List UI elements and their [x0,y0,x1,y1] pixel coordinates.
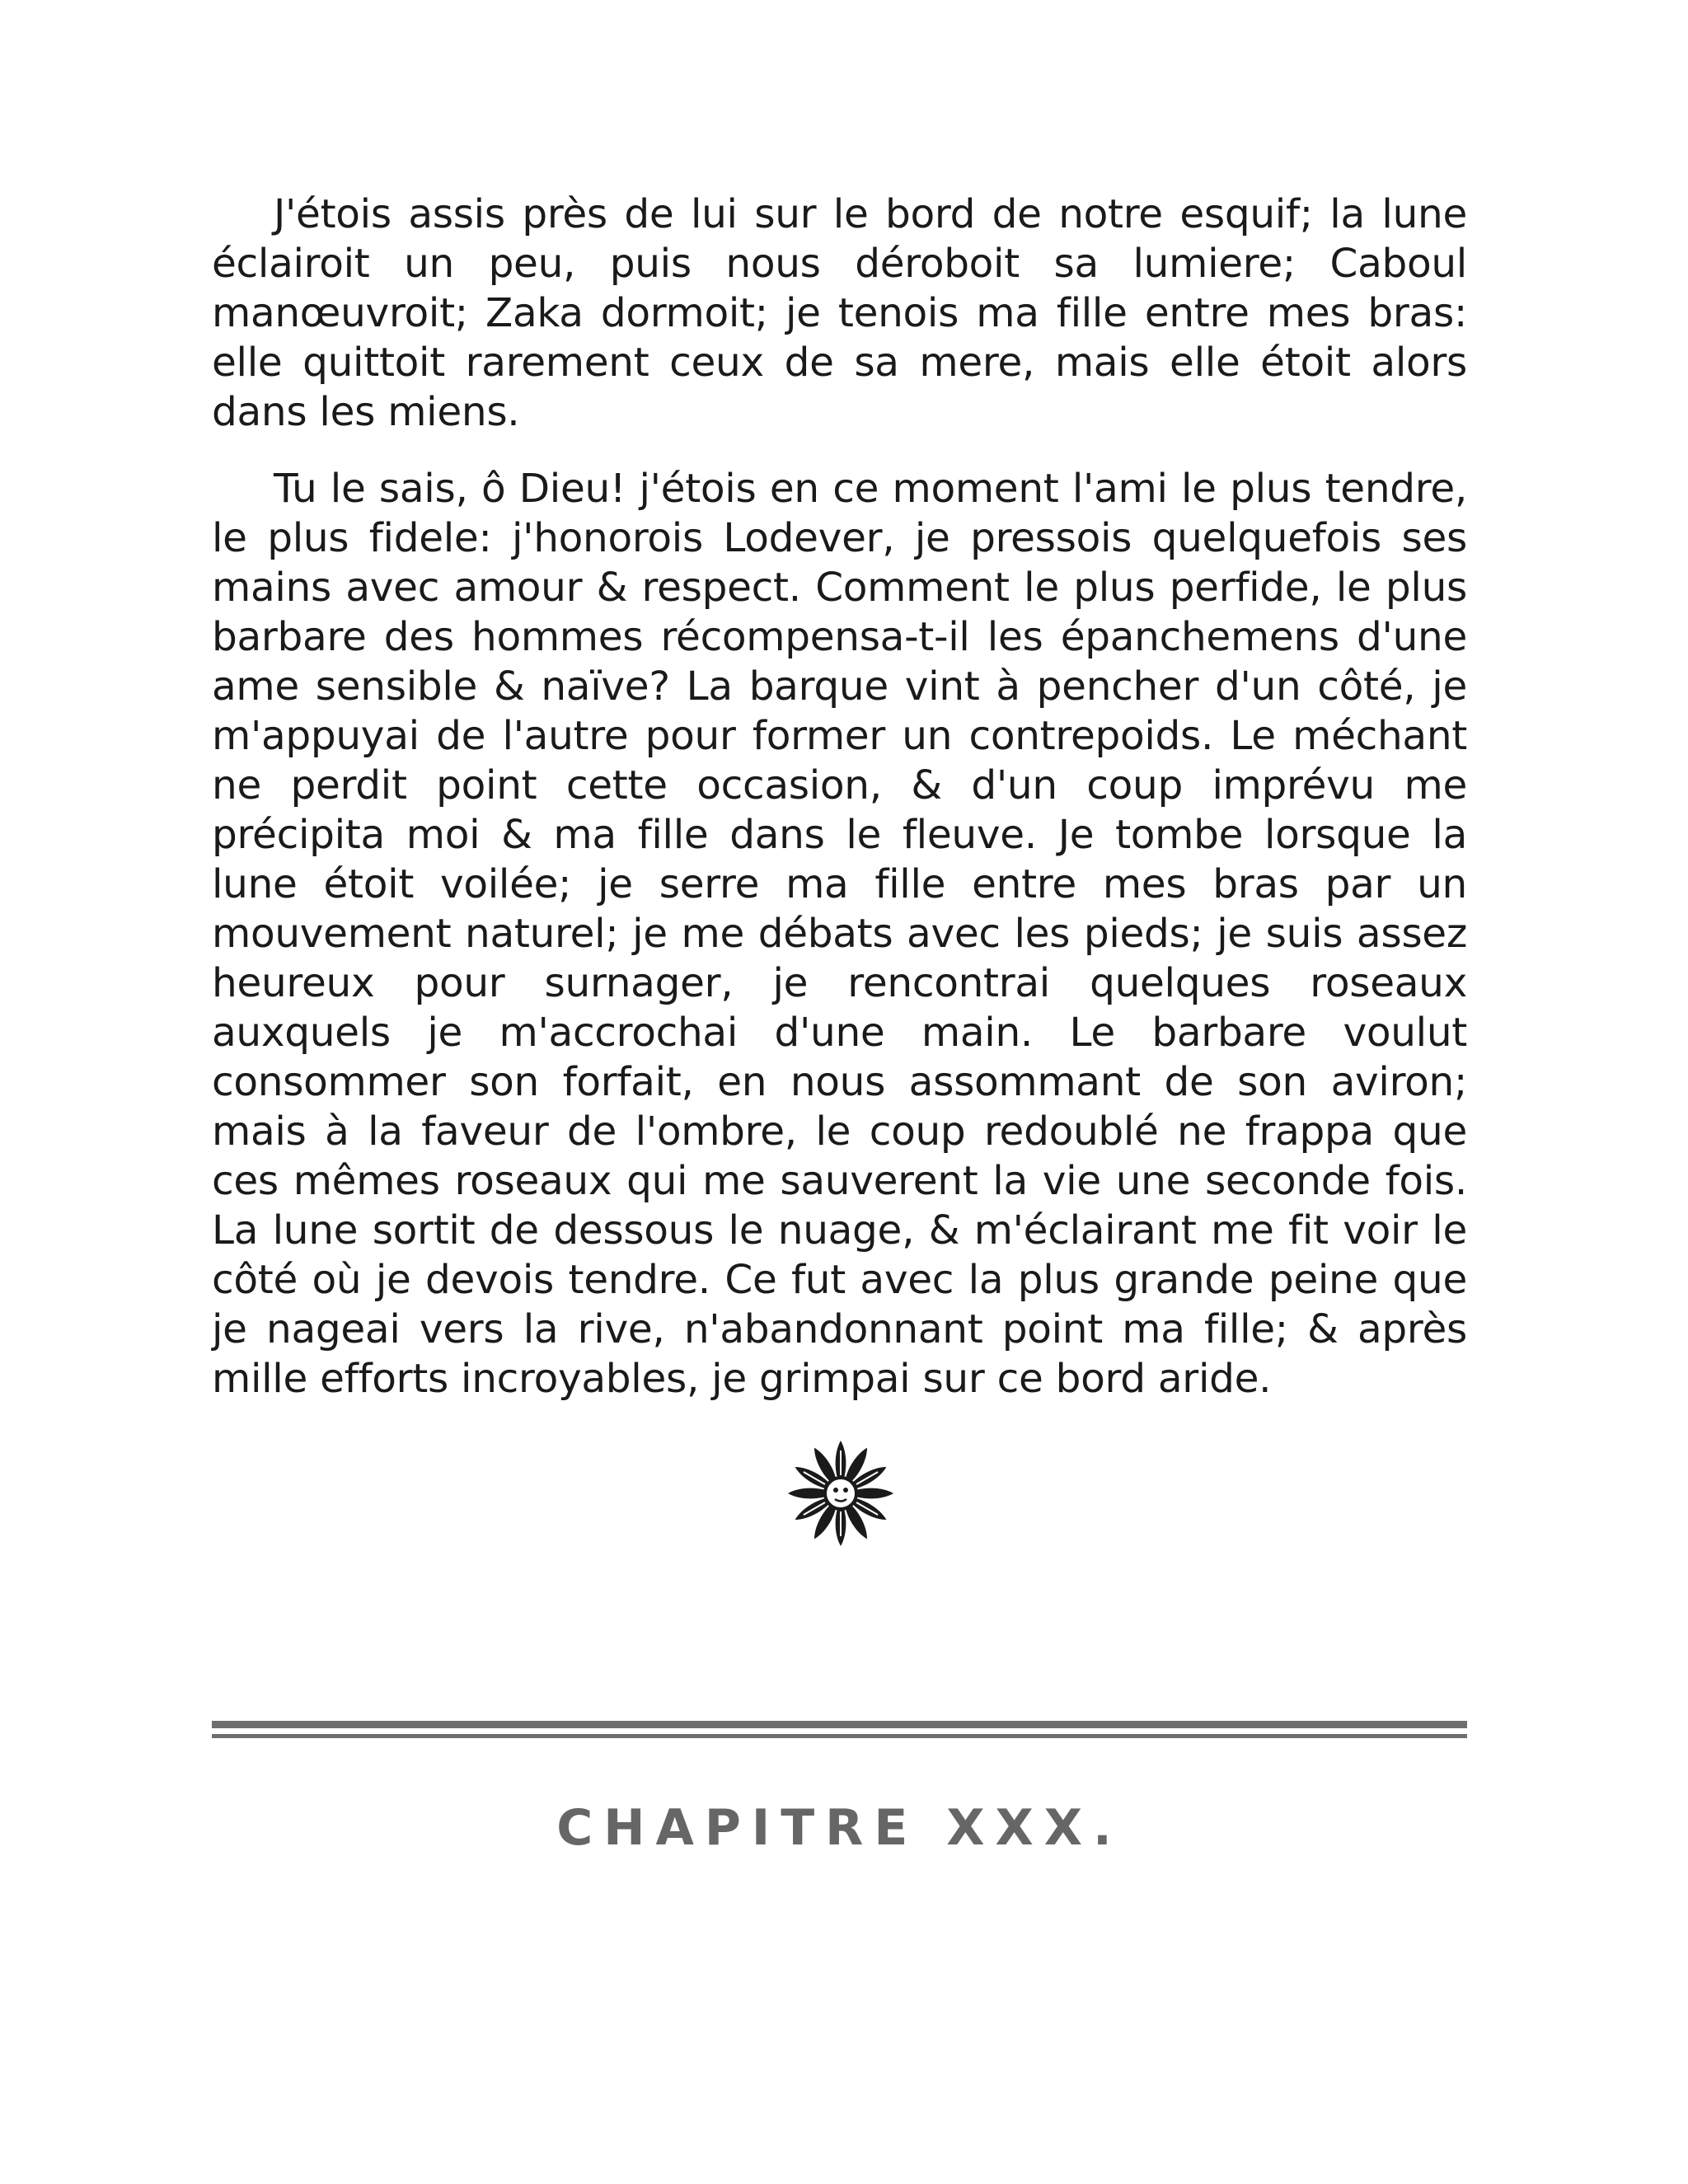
chapter-divider-thin [212,1734,1467,1738]
floral-ornament-icon [783,1436,898,1551]
paragraph-2: Tu le sais, ô Dieu! j'étois en ce moment l'ami le plus tendre, le plus fidele: j'honorois Lodever, je pressois quelquefois ses mains avec amour & respect. Comment le plus perfide, le plus barbare des hommes récompensa-t-il les épanchemens d'une ame sensible & naïve? La barque vint à pencher d'un côté, je m'appuyai de l'autre pour former un contrepoids. Le méchant ne perdit point cette occasion, & d'un coup imprévu me précipita moi & ma fille dans le fleuve. Je tombe lorsque la lune étoit voilée; je serre ma fille entre mes bras par un mouvement naturel; je me débats avec les pieds; je suis assez heureux pour surnager, je rencontrai quelques roseaux auxquels je m'accrochai d'une main. Le barbare voulut consommer son forfait, en nous assommant de son aviron; mais à la faveur de l'ombre, le coup redoublé ne frappa que ces mêmes roseaux qui me sauverent la vie une seconde fois. La lune sortit de dessous le nuage, & m'éclairant me fit voir le côté où je devois tendre. Ce fut avec la plus grande peine que je nageai vers la rive, n'abandonnant point ma fille; & après mille efforts incroyables, je grimpai sur ce bord aride. [212,466,1467,1402]
paragraph-1: J'étois assis près de lui sur le bord de notre esquif; la lune éclairoit un peu, puis nous déroboit sa lumiere; Caboul manœuvroit; Zaka dormoit; je tenois ma fille entre mes bras: elle quittoit rarement ceux de sa mere, mais elle étoit alors dans les miens. [212,191,1467,435]
chapter-divider-thick [212,1721,1467,1728]
chapter-heading: CHAPITRE XXX. [556,1799,1123,1857]
body-text [212,190,1467,1404]
